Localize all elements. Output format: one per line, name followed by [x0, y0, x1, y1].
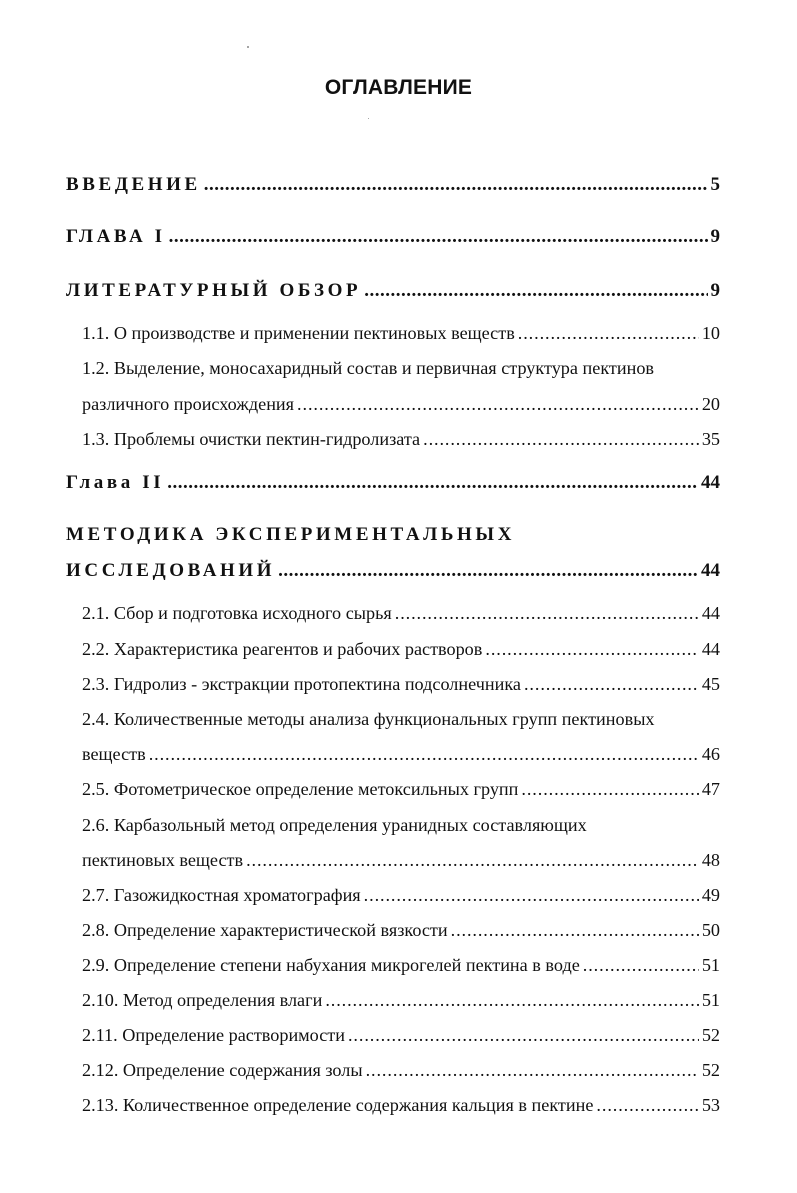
toc-entry-page: 52 [701, 1060, 720, 1080]
toc-entry-page: 44 [701, 603, 720, 623]
toc-entry-label: 2.8. Определение характеристической вязкости [82, 920, 448, 940]
toc-entry-label: 2.1. Сбор и подготовка исходного сырья [82, 603, 392, 623]
dot-leader [524, 674, 699, 695]
dot-leader [521, 779, 698, 800]
toc-entry-label: ИССЛЕДОВАНИЙ [66, 560, 276, 581]
toc-entry-introduction[interactable] [66, 174, 720, 196]
toc-entry-label: различного происхождения [82, 394, 295, 414]
toc-entry-2-4-line2[interactable] [82, 744, 720, 765]
dot-leader [451, 920, 699, 941]
toc-entry-label: 2.2. Характеристика реагентов и рабочих растворов [82, 639, 483, 659]
dot-leader [364, 280, 707, 302]
toc-entry-page: 9 [710, 280, 720, 301]
toc-entry-2-1[interactable] [82, 603, 720, 624]
toc-entry-page: 50 [701, 920, 720, 940]
dot-leader [348, 1025, 699, 1046]
toc-entry-page: 45 [701, 674, 720, 694]
toc-entry-page: 48 [701, 850, 720, 870]
dot-leader [149, 744, 699, 765]
toc-entry-2-8[interactable] [82, 920, 720, 941]
dot-leader [366, 1060, 699, 1081]
toc-entry-methods-line2[interactable] [66, 560, 720, 582]
toc-entry-1-2-line1[interactable] [82, 358, 720, 379]
toc-entry-page: 20 [701, 394, 720, 414]
toc-entry-page: 52 [701, 1025, 720, 1045]
toc-entry-chapter-1[interactable] [66, 226, 720, 248]
toc-entry-label: 2.6. Карбазольный метод определения уранидных составляющих [82, 815, 587, 835]
toc-entry-label: 2.12. Определение содержания золы [82, 1060, 363, 1080]
toc-entry-label: 2.10. Метод определения влаги [82, 990, 323, 1010]
dot-leader [204, 174, 708, 196]
toc-entry-label: 2.11. Определение растворимости [82, 1025, 345, 1045]
toc-entry-page: 46 [701, 744, 720, 764]
dot-leader [596, 1095, 698, 1116]
dot-leader [395, 603, 699, 624]
toc-entry-label: МЕТОДИКА ЭКСПЕРИМЕНТАЛЬНЫХ [66, 524, 516, 545]
toc-entry-chapter-2[interactable] [66, 472, 720, 494]
toc-entry-label: ЛИТЕРАТУРНЫЙ ОБЗОР [66, 280, 362, 301]
toc-entry-label: 1.2. Выделение, моносахаридный состав и первичная структура пектинов [82, 358, 655, 378]
toc-entry-label: 2.13. Количественное определение содержания кальция в пектине [82, 1095, 594, 1115]
toc-entry-label: 2.3. Гидролиз - экстракции протопектина подсолнечника [82, 674, 521, 694]
toc-entry-page: 35 [701, 429, 720, 449]
toc-entry-label: 1.1. О производстве и применении пектиновых веществ [82, 323, 515, 343]
toc-entry-literature-review[interactable] [66, 280, 720, 302]
toc-entry-page: 51 [701, 955, 720, 975]
dot-leader [364, 885, 699, 906]
scan-speck [247, 46, 249, 48]
toc-entry-2-6-line1[interactable] [82, 815, 720, 836]
toc-entry-page: 53 [701, 1095, 720, 1115]
toc-entry-page: 44 [701, 639, 720, 659]
scan-speck [368, 118, 369, 119]
toc-entry-label: пектиновых веществ [82, 850, 244, 870]
dot-leader [246, 850, 699, 871]
toc-entry-page: 44 [701, 472, 720, 493]
toc-entry-2-12[interactable] [82, 1060, 720, 1081]
toc-entry-label: 1.3. Проблемы очистки пектин-гидролизата [82, 429, 421, 449]
toc-entry-label: веществ [82, 744, 146, 764]
dot-leader [423, 429, 699, 450]
toc-entry-label: ГЛАВА I [66, 226, 166, 247]
dot-leader [169, 226, 708, 248]
toc-entry-page: 49 [701, 885, 720, 905]
dot-leader [297, 394, 699, 415]
dot-leader [583, 955, 699, 976]
toc-entry-2-3[interactable] [82, 674, 720, 695]
toc-entry-page: 44 [701, 560, 720, 581]
toc-entry-page: 51 [701, 990, 720, 1010]
page-title: ОГЛАВЛЕНИЕ [324, 76, 473, 99]
toc-entry-2-9[interactable] [82, 955, 720, 976]
toc-entry-2-7[interactable] [82, 885, 720, 906]
toc-entry-1-2-line2[interactable] [82, 394, 720, 415]
toc-entry-label: 2.7. Газожидкостная хроматография [82, 885, 361, 905]
toc-entry-page: 10 [701, 323, 720, 343]
toc-entry-2-2[interactable] [82, 639, 720, 660]
toc-entry-page: 9 [710, 226, 720, 247]
toc-entry-label: 2.9. Определение степени набухания микрогелей пектина в воде [82, 955, 580, 975]
toc-entry-1-1[interactable] [82, 323, 720, 344]
toc-entry-1-3[interactable] [82, 429, 720, 450]
dot-leader [518, 323, 699, 344]
toc-entry-2-5[interactable] [82, 779, 720, 800]
toc-entry-methods-line1[interactable] [66, 524, 720, 546]
toc-entry-page: 5 [710, 174, 720, 195]
toc-entry-label: Глава II [66, 472, 165, 493]
toc-entry-2-4-line1[interactable] [82, 709, 720, 730]
toc-entry-2-6-line2[interactable] [82, 850, 720, 871]
toc-entry-2-11[interactable] [82, 1025, 720, 1046]
dot-leader [325, 990, 699, 1011]
dot-leader [278, 560, 698, 582]
toc-entry-label: ВВЕДЕНИЕ [66, 174, 201, 195]
dot-leader [167, 472, 698, 494]
dot-leader [485, 639, 698, 660]
toc-entry-label: 2.4. Количественные методы анализа функциональных групп пектиновых [82, 709, 655, 729]
toc-entry-2-10[interactable] [82, 990, 720, 1011]
toc-entry-label: 2.5. Фотометрическое определение метоксильных групп [82, 779, 519, 799]
toc-entry-page: 47 [701, 779, 720, 799]
toc-entry-2-13[interactable] [82, 1095, 720, 1116]
